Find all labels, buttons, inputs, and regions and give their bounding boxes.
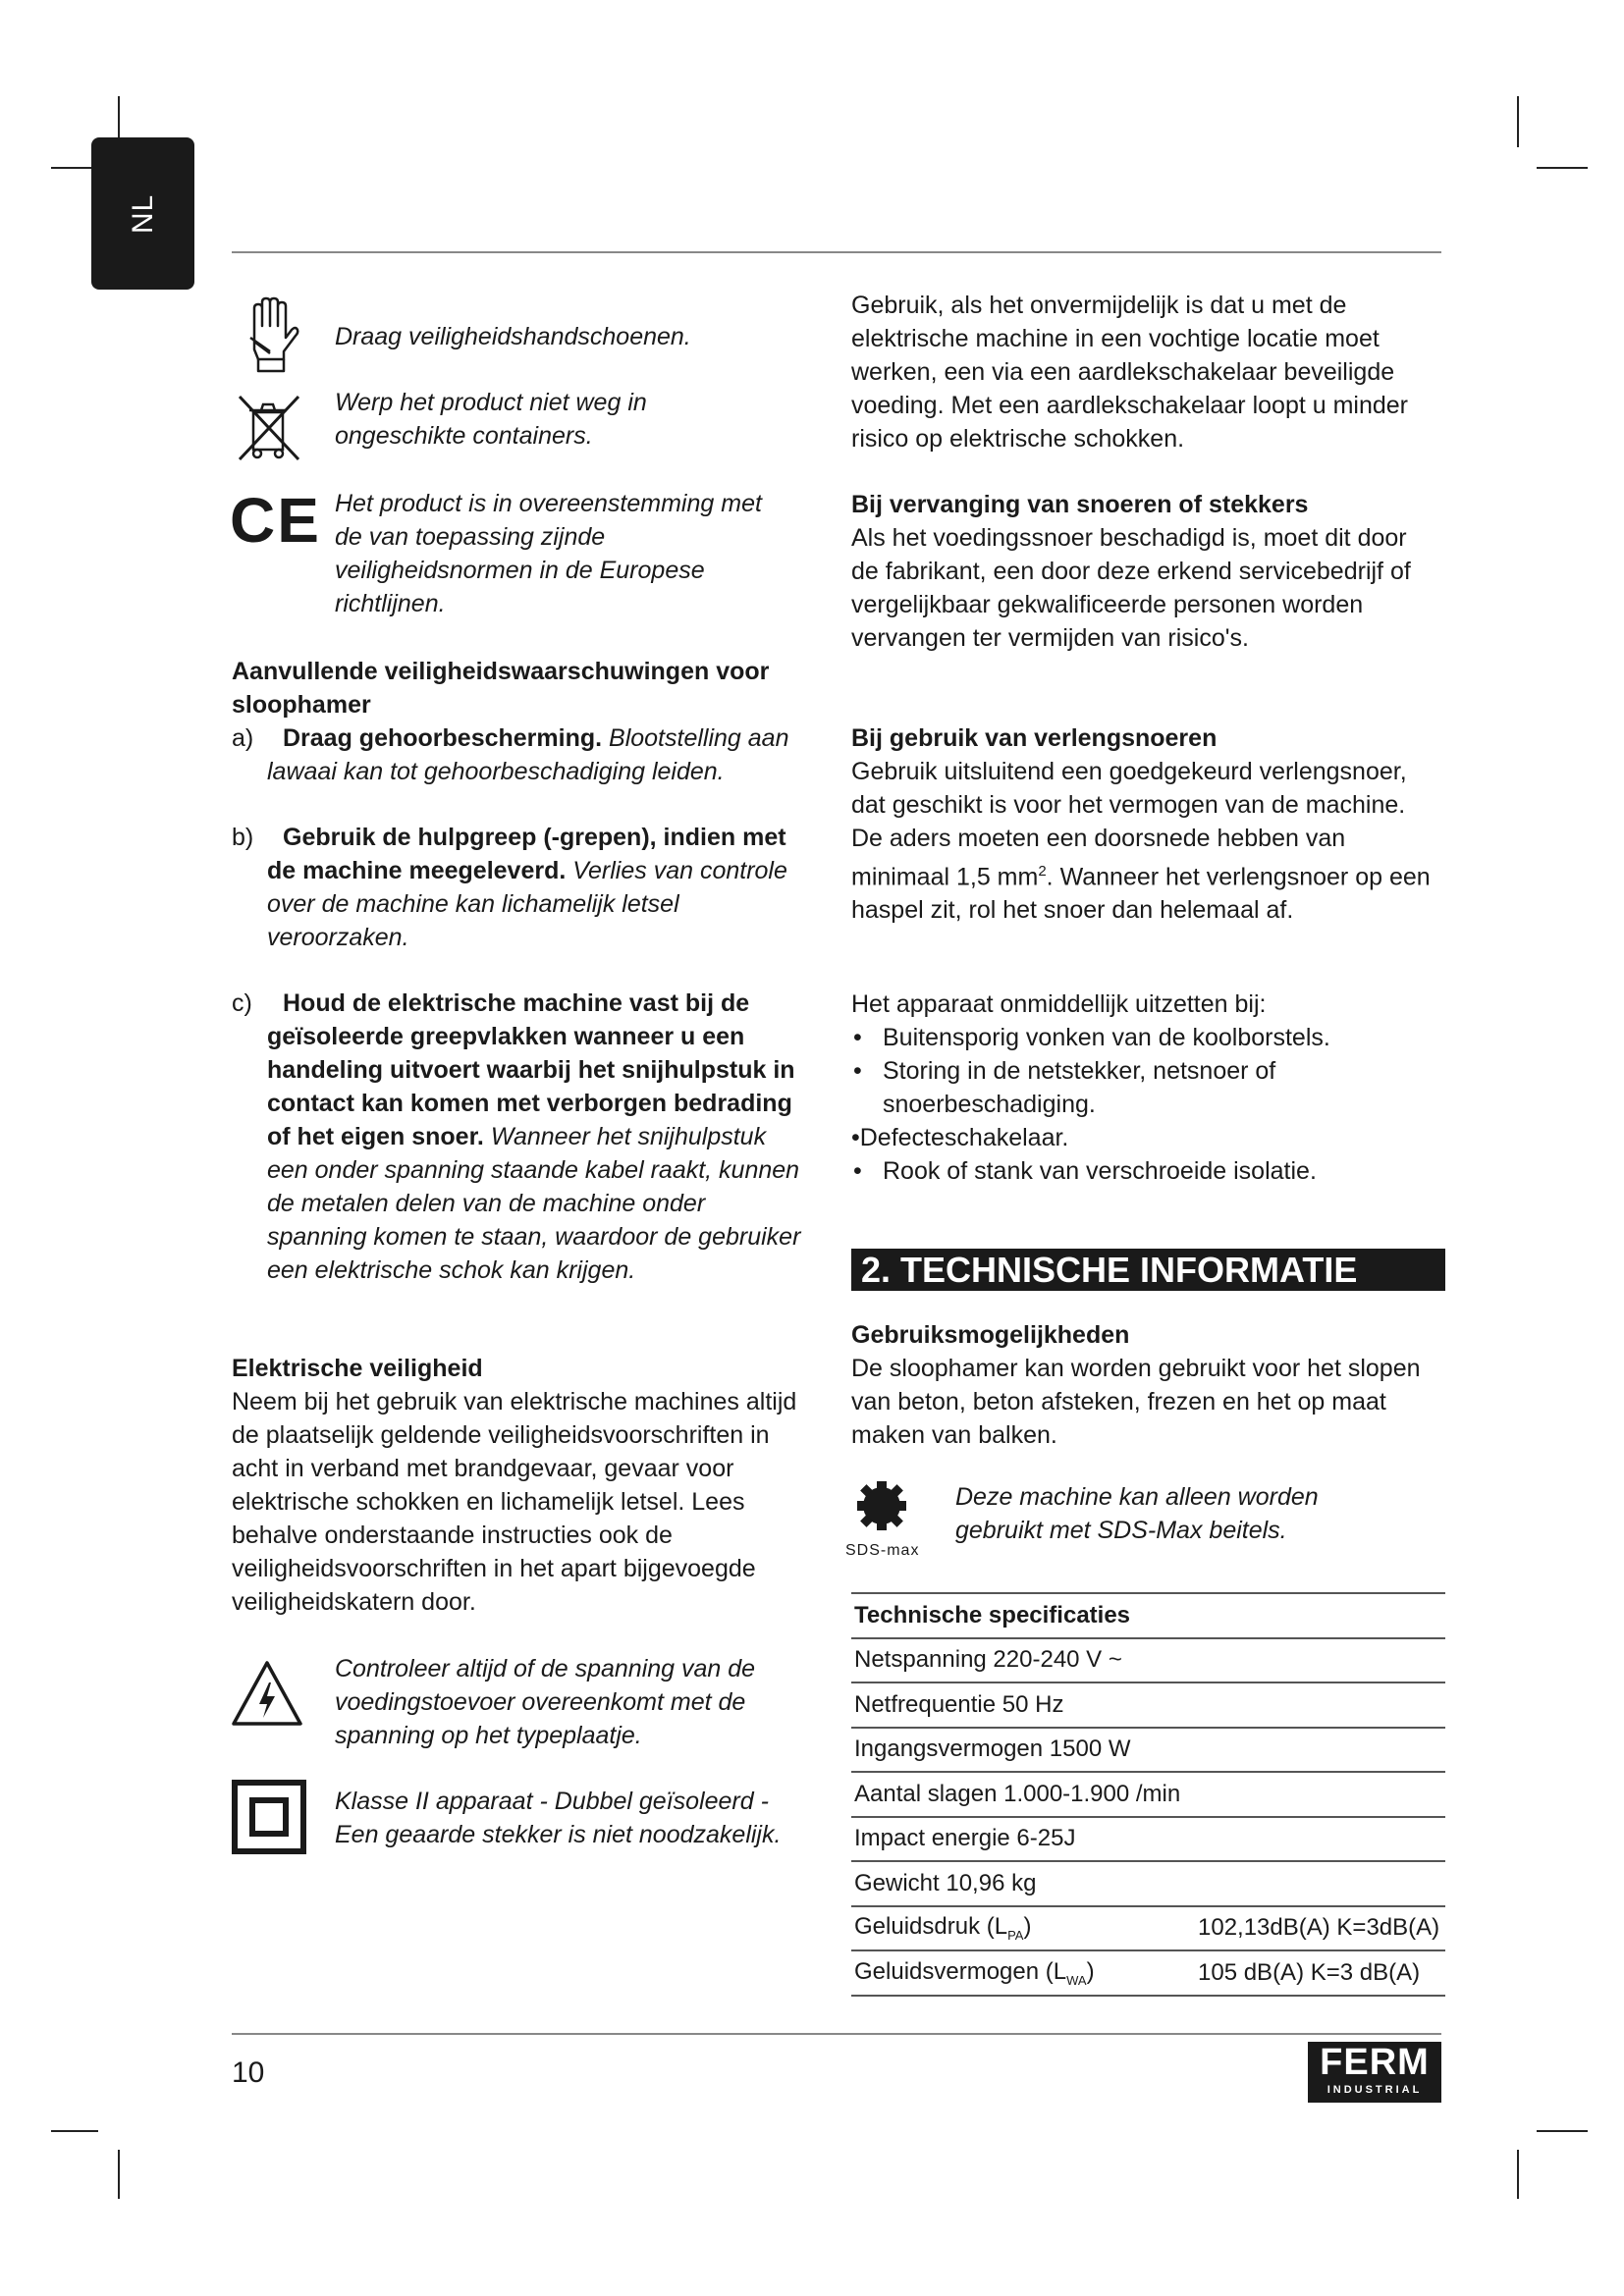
extension-cord-body	[851, 755, 1440, 927]
warning-item-c-bold: Houd de elektrische machine vast bij de geïsoleerde greepvlakken wanneer u een handeling uitvoert waarbij het snijhulpstuk in contact kan komen met verborgen bedrading of het eigen snoer.	[267, 989, 795, 1150]
warning-item-b-italic: Verlies van controle over de machine kan lichamelijk letsel veroorzaken.	[267, 857, 787, 951]
electrical-safety-heading: Elektrische veiligheid	[232, 1355, 483, 1382]
table-row	[851, 1861, 1445, 1906]
spec-sound-pressure-text: Geluidsdruk (L	[854, 1913, 1008, 1941]
spec-sound-power-value: 105 dB(A) K=3 dB(A)	[1195, 1950, 1445, 1996]
table-row	[851, 1682, 1445, 1728]
sds-max-label: SDS-max	[845, 1542, 920, 1559]
language-tab	[91, 137, 194, 290]
logo-main-text: FERM	[1320, 2042, 1430, 2083]
table-row	[851, 1772, 1445, 1817]
warning-item-b	[232, 821, 821, 954]
page-number: 10	[232, 2056, 265, 2089]
warning-item-c-label: c)	[232, 989, 252, 1017]
spec-row-weight: Gewicht 10,96 kg	[851, 1861, 1445, 1906]
crop-mark-bl-h	[51, 2130, 98, 2132]
extra-warnings-heading-line2: sloophamer	[232, 691, 371, 719]
spec-sound-pressure-sub: PA	[1007, 1928, 1024, 1944]
table-row	[851, 1593, 1445, 1638]
switch-off-intro: Het apparaat onmiddellijk uitzetten bij:	[851, 990, 1267, 1018]
ce-mark-icon	[230, 485, 321, 556]
wet-location-body: Gebruik, als het onvermijdelijk is dat u met de elektrische machine in een vochtige locatie moet werken, een via een aardlekschakelaar beveiligde voeding. Met een aardlekschakelaar loopt u minder risico op elektrische schokken.	[851, 292, 1409, 453]
cord-replacement-body: Als het voedingssnoer beschadigd is, moet dit door de fabrikant, een door deze erkend servicebedrijf of vergelijkbaar gekwalificeerde personen worden vervangen ter vermijden van risico's.	[851, 524, 1411, 652]
switch-off-item-4: • Rook of stank van verschroeide isolatie.	[851, 1154, 1440, 1188]
warning-item-a-bold: Draag gehoorbescherming.	[283, 724, 603, 752]
warning-item-c	[232, 987, 806, 1287]
spec-sound-pressure-label	[851, 1906, 1195, 1951]
spec-sound-power-sub: WA	[1066, 1972, 1087, 1988]
class2-text-line1: Klasse II apparaat - Dubbel geïsoleerd -	[335, 1788, 769, 1815]
voltage-text-line2: voedingstoevoer overeenkomt met de	[335, 1688, 746, 1716]
extension-cord-sup: 2	[1038, 863, 1047, 880]
crop-mark-br-v	[1517, 2150, 1519, 2199]
spec-sound-power-close: )	[1086, 1957, 1095, 1985]
table-row	[851, 1906, 1445, 1951]
table-row	[851, 1950, 1445, 1996]
warning-item-a-italic: Blootstelling aan lawaai kan tot gehoorbeschadiging leiden.	[267, 724, 789, 785]
bin-text-line1: Werp het product niet weg in	[335, 389, 647, 416]
warning-item-a	[232, 721, 840, 788]
ce-text-line1: Het product is in overeenstemming met	[335, 490, 762, 517]
voltage-text-line3: spanning op het typeplaatje.	[335, 1722, 642, 1749]
warning-item-a-label: a)	[232, 724, 254, 752]
voltage-warning-icon	[230, 1659, 304, 1728]
crop-mark-br-h	[1537, 2130, 1588, 2132]
spec-row-impact-rate: Aantal slagen 1.000-1.900 /min	[851, 1772, 1445, 1817]
switch-off-item-2: • Storing in de netstekker, netsnoer of snoerbeschadiging.	[851, 1054, 1323, 1121]
bin-text-line2: ongeschikte containers.	[335, 422, 593, 450]
ce-text-line2: de van toepassing zijnde	[335, 523, 606, 551]
spec-sound-power-text: Geluidsvermogen (L	[854, 1957, 1067, 1985]
gloves-text: Draag veiligheidshandschoenen.	[335, 323, 691, 350]
voltage-text-line1: Controleer altijd of de spanning van de	[335, 1655, 756, 1682]
spec-row-frequency: Netfrequentie 50 Hz	[851, 1682, 1445, 1728]
spec-sound-power-label	[851, 1950, 1195, 1996]
crop-mark-tr-h	[1537, 167, 1588, 169]
extension-cord-body-part2: . Wanneer het verlengsnoer op een haspel zit, rol het snoer dan helemaal af.	[851, 863, 1431, 925]
spec-sound-pressure-value: 102,13dB(A) K=3dB(A)	[1195, 1906, 1445, 1951]
switch-off-item-3: •Defecteschakelaar.	[851, 1124, 1069, 1151]
spec-table-heading: Technische specificaties	[851, 1593, 1445, 1638]
crossed-bin-icon	[236, 393, 304, 463]
spec-row-impact-energy: Impact energie 6-25J	[851, 1817, 1445, 1862]
cord-replacement-heading: Bij vervanging van snoeren of stekkers	[851, 491, 1309, 518]
ce-text-line3: veiligheidsnormen in de Europese	[335, 557, 705, 584]
extension-cord-heading: Bij gebruik van verlengsnoeren	[851, 724, 1218, 752]
warning-item-c-italic: Wanneer het snijhulpstuk een onder spanning staande kabel raakt, kunnen de metalen delen van de machine onder spanning komen te staan, waardoor de gebruiker een elektrische schok kan krijgen.	[267, 1123, 801, 1284]
warning-item-b-label: b)	[232, 824, 254, 851]
section-title-technical-info: 2. TECHNISCHE INFORMATIE	[851, 1249, 1445, 1291]
sds-text-line1: Deze machine kan alleen worden	[955, 1483, 1319, 1511]
extra-warnings-heading-line1: Aanvullende veiligheidswaarschuwingen voor	[232, 658, 770, 685]
double-insulation-icon	[232, 1780, 306, 1854]
usage-heading: Gebruiksmogelijkheden	[851, 1321, 1130, 1349]
crop-mark-bl-v	[118, 2150, 120, 2199]
switch-off-item-1: • Buitensporig vonken van de koolborstels.	[851, 1021, 1440, 1054]
class2-text-line2: Een geaarde stekker is niet noodzakelijk.	[335, 1821, 782, 1848]
footer-rule	[232, 2033, 1441, 2035]
electrical-safety-body: Neem bij het gebruik van elektrische machines altijd de plaatselijk geldende veiligheidsvoorschriften in acht in verband met brandgevaar, gevaar voor elektrische schokken en lichamelijk letsel. Lees behalve onderstaande instructies ook de veiligheidsvoorschriften in het apart bijgevoegde veiligheidskatern door.	[232, 1388, 797, 1616]
spec-row-power: Ingangsvermogen 1500 W	[851, 1728, 1445, 1773]
ferm-logo	[1308, 2042, 1441, 2103]
crop-mark-tr-v	[1517, 96, 1519, 147]
technical-specifications-table	[851, 1592, 1445, 1997]
ce-mark-label: CE	[230, 485, 321, 556]
logo-sub-text: INDUSTRIAL	[1326, 2084, 1423, 2096]
table-row	[851, 1728, 1445, 1773]
gloves-icon	[241, 294, 301, 373]
ce-text-line4: richtlijnen.	[335, 590, 446, 617]
warning-item-b-bold: Gebruik de hulpgreep (-grepen), indien met de machine meegeleverd.	[267, 824, 786, 884]
header-rule	[232, 251, 1441, 253]
extension-cord-body-part1: Gebruik uitsluitend een goedgekeurd verlengsnoer, dat geschikt is voor het vermogen van de machine. De aders moeten een doorsnede hebben van minimaal 1,5 mm	[851, 758, 1407, 891]
sds-text-line2: gebruikt met SDS-Max beitels.	[955, 1517, 1287, 1544]
table-row	[851, 1817, 1445, 1862]
usage-body: De sloophamer kan worden gebruikt voor het slopen van beton, beton afsteken, frezen en het op maat maken van balken.	[851, 1355, 1421, 1449]
sds-max-chuck-icon	[854, 1478, 909, 1533]
table-row	[851, 1638, 1445, 1683]
spec-sound-pressure-close: )	[1023, 1913, 1032, 1941]
switch-off-list	[851, 988, 1440, 1188]
spec-row-voltage: Netspanning 220-240 V ~	[851, 1638, 1445, 1683]
language-tab-label: NL	[126, 193, 159, 234]
